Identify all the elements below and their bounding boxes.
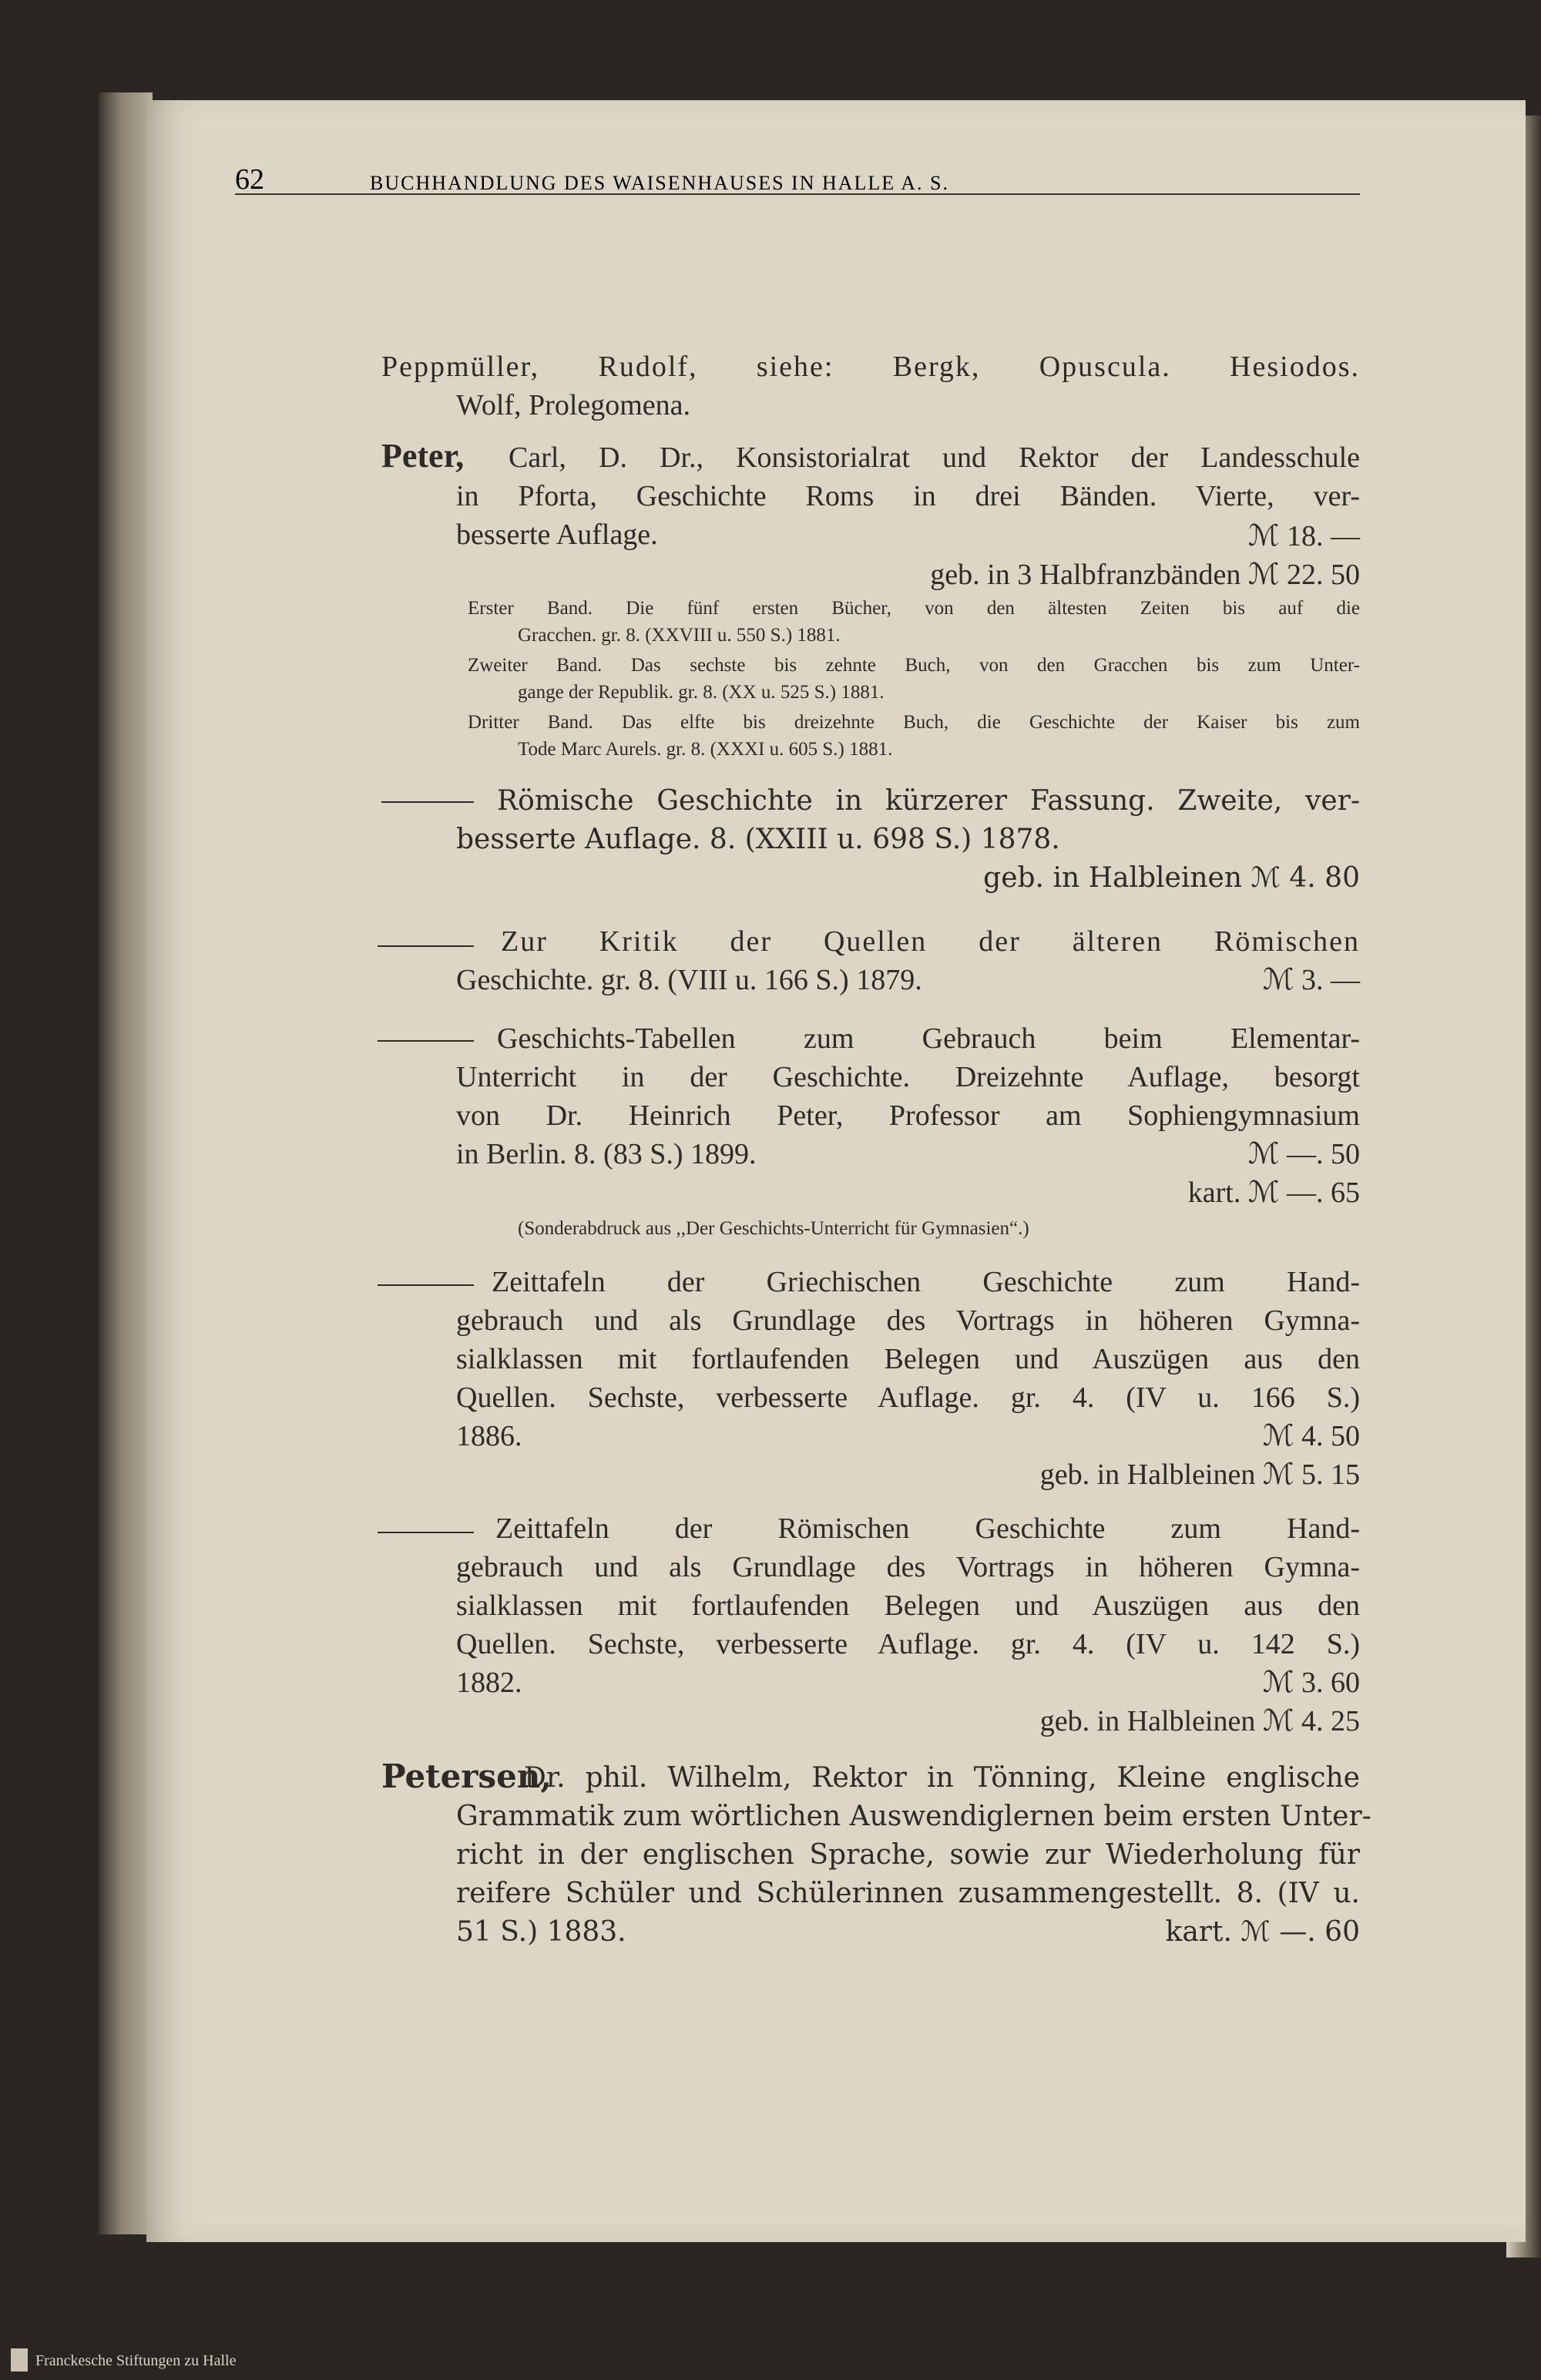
roemische-line2: besserte Auflage. 8. (XXIII u. 698 S.) 1878. bbox=[456, 824, 1060, 855]
ditto-dash bbox=[381, 801, 474, 803]
ditto-dash bbox=[378, 1284, 474, 1286]
kritik-price: ℳ 3. — bbox=[1262, 964, 1360, 996]
tabellen-line4: in Berlin. 8. (83 S.) 1899. bbox=[456, 1138, 757, 1170]
ditto-dash bbox=[378, 945, 474, 947]
kritik-line2: Geschichte. gr. 8. (VIII u. 166 S.) 1879. bbox=[456, 964, 922, 996]
roemische-line1: Römische Geschichte in kürzerer Fassung. Zweite, ver- bbox=[497, 785, 1360, 817]
peter-vol1-b: Gracchen. gr. 8. (XXVIII u. 550 S.) 1881. bbox=[518, 625, 841, 646]
running-head bbox=[235, 159, 1360, 195]
ditto-dash bbox=[378, 1532, 474, 1533]
zeittafeln-roem-price1: ℳ 3. 60 bbox=[1262, 1667, 1360, 1699]
kritik-line1: Zur Kritik der Quellen der älteren Römischen bbox=[501, 925, 1360, 958]
peter-price2: geb. in 3 Halbfranzbänden ℳ 22. 50 bbox=[930, 559, 1360, 591]
zeittafeln-gr-price1: ℳ 4. 50 bbox=[1262, 1420, 1360, 1452]
tabellen-price1: ℳ —. 50 bbox=[1247, 1138, 1360, 1170]
peter-vol1-a: Erster Band. Die fünf ersten Bücher, von den ältesten Zeiten bis auf die bbox=[468, 598, 1360, 619]
running-title: BUCHHANDLUNG DES WAISENHAUSES IN HALLE A. S. bbox=[370, 172, 949, 194]
roemische-price: geb. in Halbleinen ℳ 4. 80 bbox=[983, 862, 1360, 894]
tabellen-line3: von Dr. Heinrich Peter, Professor am Sophiengymnasium bbox=[456, 1099, 1360, 1132]
zeittafeln-roem-line4: Quellen. Sechste, verbesserte Auflage. gr. 4. (IV u. 142 S.) bbox=[456, 1628, 1360, 1660]
zeittafeln-gr-line3: sialklassen mit fortlaufenden Belegen und Auszügen aus den bbox=[456, 1343, 1360, 1375]
peter-price1: ℳ 18. — bbox=[1247, 520, 1360, 552]
petersen-name: Petersen, bbox=[381, 1757, 552, 1795]
zeittafeln-gr-line4: Quellen. Sechste, verbesserte Auflage. gr. 4. (IV u. 166 S.) bbox=[456, 1381, 1360, 1414]
petersen-line1: Dr. phil. Wilhelm, Rektor in Tönning, Kleine englische bbox=[524, 1762, 1360, 1794]
petersen-line2: Grammatik zum wörtlichen Auswendiglernen beim ersten Unter- bbox=[456, 1801, 1371, 1832]
zeittafeln-gr-line2: gebrauch und als Grundlage des Vortrags in höheren Gymna- bbox=[456, 1304, 1360, 1337]
ditto-dash bbox=[378, 1040, 474, 1042]
page-number: 62 bbox=[235, 163, 264, 196]
peter-name: Peter, bbox=[381, 437, 465, 475]
petersen-price: kart. ℳ —. 60 bbox=[1165, 1916, 1360, 1948]
footer-credit: Franckesche Stiftungen zu Halle bbox=[35, 2352, 237, 2369]
zeittafeln-gr-line1: Zeittafeln der Griechischen Geschichte zum Hand- bbox=[492, 1266, 1360, 1298]
tabellen-note: (Sonderabdruck aus ,,Der Geschichts-Unterricht für Gymnasien“.) bbox=[518, 1218, 1029, 1239]
peppmueller-line2: Wolf, Prolegomena. bbox=[456, 389, 691, 421]
zeittafeln-gr-price2: geb. in Halbleinen ℳ 5. 15 bbox=[1039, 1459, 1360, 1491]
zeittafeln-roem-price2: geb. in Halbleinen ℳ 4. 25 bbox=[1039, 1705, 1360, 1737]
peter-vol3-b: Tode Marc Aurels. gr. 8. (XXXI u. 605 S.) 1881. bbox=[518, 739, 893, 760]
petersen-line5: 51 S.) 1883. bbox=[456, 1916, 626, 1948]
zeittafeln-gr-line5: 1886. bbox=[456, 1420, 522, 1452]
peter-line3: besserte Auflage. bbox=[456, 519, 658, 551]
petersen-line4: reifere Schüler und Schülerinnen zusammengestellt. 8. (IV u. bbox=[456, 1878, 1360, 1909]
zeittafeln-roem-line5: 1882. bbox=[456, 1667, 522, 1699]
zeittafeln-roem-line3: sialklassen mit fortlaufenden Belegen und Auszügen aus den bbox=[456, 1589, 1360, 1622]
peter-vol2-a: Zweiter Band. Das sechste bis zehnte Buch, von den Gracchen bis zum Unter- bbox=[468, 655, 1360, 676]
peter-line2: in Pforta, Geschichte Roms in drei Bänden. Vierte, ver- bbox=[456, 480, 1360, 512]
peter-line1: Carl, D. Dr., Konsistorialrat und Rektor der Landesschule bbox=[509, 441, 1360, 474]
institution-logo-icon bbox=[11, 2348, 28, 2372]
book-left-edge bbox=[99, 92, 153, 2234]
zeittafeln-roem-line1: Zeittafeln der Römischen Geschichte zum Hand- bbox=[495, 1512, 1360, 1545]
peter-vol2-b: gange der Republik. gr. 8. (XX u. 525 S.) 1881. bbox=[518, 682, 885, 703]
petersen-line3: richt in der englischen Sprache, sowie zur Wiederholung für bbox=[456, 1839, 1360, 1871]
zeittafeln-roem-line2: gebrauch und als Grundlage des Vortrags in höheren Gymna- bbox=[456, 1551, 1360, 1583]
tabellen-line1: Geschichts-Tabellen zum Gebrauch beim Elementar- bbox=[497, 1022, 1360, 1055]
peppmueller-line1: Peppmüller, Rudolf, siehe: Bergk, Opuscula. Hesiodos. bbox=[381, 351, 1360, 383]
peter-vol3-a: Dritter Band. Das elfte bis dreizehnte Buch, die Geschichte der Kaiser bis zum bbox=[468, 712, 1360, 733]
tabellen-line2: Unterricht in der Geschichte. Dreizehnte Auflage, besorgt bbox=[456, 1061, 1360, 1093]
tabellen-price2: kart. ℳ —. 65 bbox=[1187, 1177, 1360, 1209]
